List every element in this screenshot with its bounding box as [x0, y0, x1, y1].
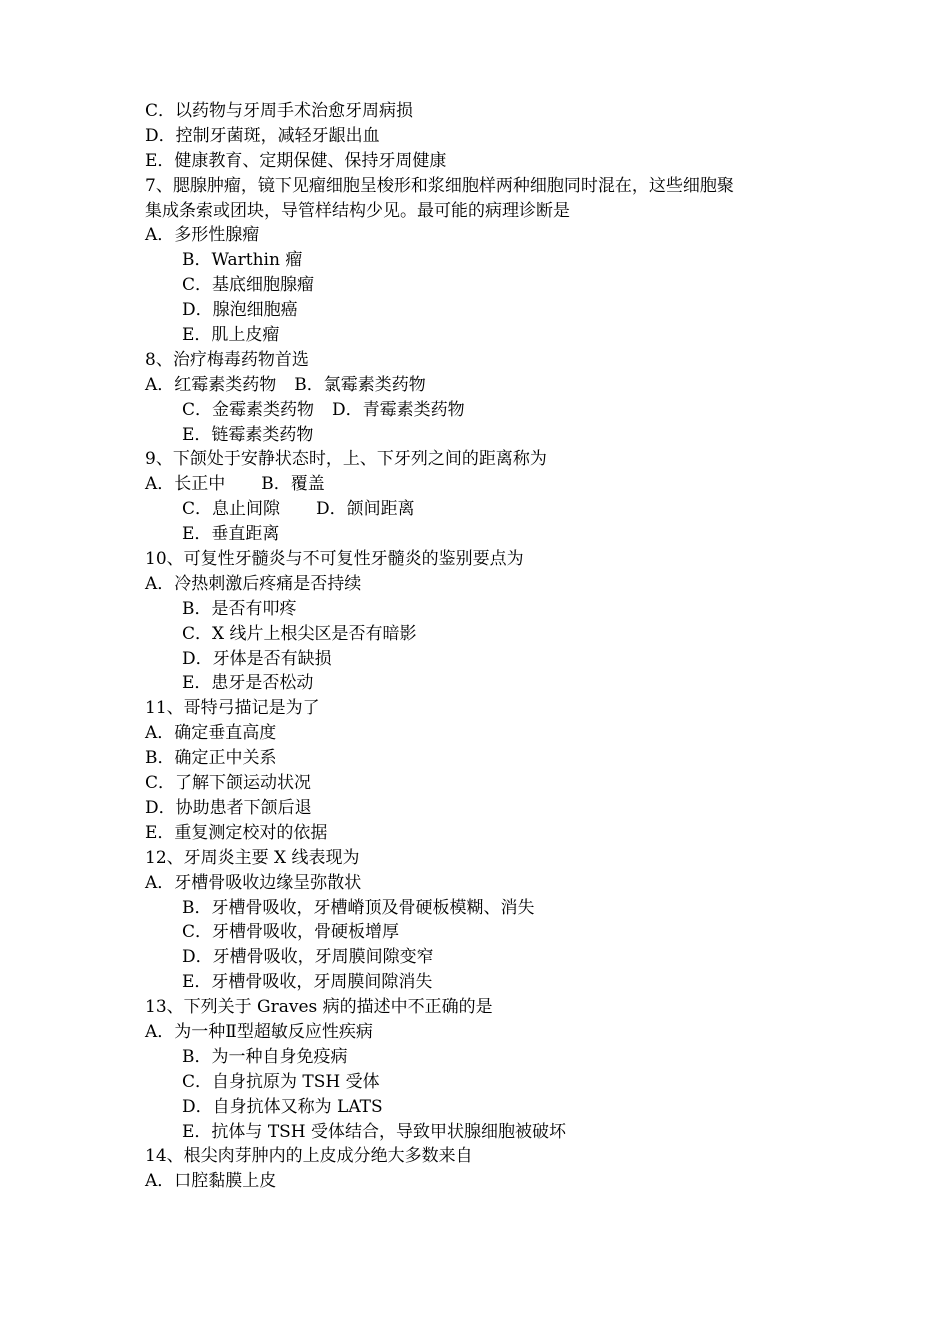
text-line: [145, 721, 815, 746]
line-text: E．肌上皮瘤: [182, 325, 280, 346]
line-text-secondary: B．氯霉素类药物: [294, 374, 426, 395]
line-text: B．Warthin 瘤: [182, 250, 303, 271]
line-text: E．牙槽骨吸收，牙周膜间隙消失: [182, 972, 433, 993]
line-text-secondary: D．青霉素类药物: [332, 399, 465, 420]
text-line: [145, 522, 815, 547]
text-line: [145, 1120, 815, 1145]
line-text: C．自身抗原为 TSH 受体: [182, 1071, 380, 1092]
text-line: [145, 447, 815, 472]
line-text: A．冷热刺激后疼痛是否持续: [145, 573, 362, 594]
line-text: C．了解下颌运动状况: [145, 773, 312, 794]
line-text: D．腺泡细胞癌: [182, 300, 298, 321]
text-line: [145, 348, 815, 373]
line-text: 8、治疗梅毒药物首选: [145, 349, 309, 370]
text-line: [145, 149, 815, 174]
text-line: [145, 696, 815, 721]
text-line: [145, 1070, 815, 1095]
line-text: E．健康教育、定期保健、保持牙周健康: [145, 150, 447, 171]
line-text: 9、下颌处于安静状态时，上、下牙列之间的距离称为: [145, 449, 547, 470]
line-text-secondary: D．颌间距离: [316, 499, 415, 520]
line-text: C．金霉素类药物: [182, 399, 315, 420]
line-text: A．为一种Ⅱ型超敏反应性疾病: [145, 1021, 373, 1042]
text-line: [145, 1169, 815, 1194]
text-line: [145, 647, 815, 672]
line-text: A．牙槽骨吸收边缘呈弥散状: [145, 872, 362, 893]
text-line: [145, 995, 815, 1020]
line-text: 12、牙周炎主要 X 线表现为: [145, 847, 360, 868]
line-text: A．红霉素类药物: [145, 374, 277, 395]
line-text: C．X 线片上根尖区是否有暗影: [182, 623, 417, 644]
text-line: [145, 671, 815, 696]
line-text: A．长正中: [145, 474, 226, 495]
text-line: [145, 472, 815, 497]
text-line: [145, 547, 815, 572]
text-line: [145, 796, 815, 821]
line-text: 10、可复性牙髓炎与不可复性牙髓炎的鉴别要点为: [145, 549, 524, 570]
text-line: [145, 423, 815, 448]
text-line: [145, 199, 815, 224]
line-text: C．牙槽骨吸收，骨硬板增厚: [182, 922, 400, 943]
line-text: E．链霉素类药物: [182, 424, 314, 445]
text-line: [145, 771, 815, 796]
text-line: [145, 622, 815, 647]
line-text: E．重复测定校对的依据: [145, 822, 328, 843]
line-text: D．控制牙菌斑，减轻牙龈出血: [145, 125, 380, 146]
question-list: [145, 99, 815, 1194]
text-line: [145, 248, 815, 273]
text-line: [145, 846, 815, 871]
text-line: [145, 970, 815, 995]
text-line: [145, 945, 815, 970]
line-text-secondary: B．覆盖: [261, 474, 325, 495]
line-text: B．为一种自身免疫病: [182, 1046, 348, 1067]
text-line: [145, 497, 815, 522]
text-line: [145, 298, 815, 323]
line-text: C．息止间隙: [182, 499, 281, 520]
text-line: [145, 821, 815, 846]
text-line: [145, 896, 815, 921]
line-text: D．牙体是否有缺损: [182, 648, 332, 669]
line-text: 14、根尖肉芽肿内的上皮成分绝大多数来自: [145, 1146, 473, 1167]
text-line: [145, 920, 815, 945]
line-text: C．基底细胞腺瘤: [182, 275, 315, 296]
text-line: [145, 273, 815, 298]
text-line: [145, 572, 815, 597]
text-line: [145, 124, 815, 149]
line-text: E．垂直距离: [182, 524, 280, 545]
line-text: D．牙槽骨吸收，牙周膜间隙变窄: [182, 947, 434, 968]
text-line: [145, 1020, 815, 1045]
line-text: 13、下列关于 Graves 病的描述中不正确的是: [145, 997, 493, 1018]
text-line: [145, 174, 815, 199]
line-text: B．牙槽骨吸收，牙槽嵴顶及骨硬板模糊、消失: [182, 897, 535, 918]
text-line: [145, 323, 815, 348]
text-line: [145, 1144, 815, 1169]
text-line: [145, 746, 815, 771]
line-text: A．口腔黏膜上皮: [145, 1171, 277, 1192]
text-line: [145, 223, 815, 248]
line-text: B．是否有叩疼: [182, 598, 297, 619]
text-line: [145, 398, 815, 423]
line-text: 集成条索或团块，导管样结构少见。最可能的病理诊断是: [145, 200, 570, 221]
line-text: E．患牙是否松动: [182, 673, 314, 694]
text-line: [145, 1045, 815, 1070]
line-text: C．以药物与牙周手术治愈牙周病损: [145, 101, 414, 121]
line-text: 11、哥特弓描记是为了: [145, 698, 320, 719]
line-text: A．多形性腺瘤: [145, 225, 260, 246]
line-text: A．确定垂直高度: [145, 723, 277, 744]
text-line: [145, 871, 815, 896]
line-text: D．自身抗体又称为 LATS: [182, 1096, 383, 1117]
line-text: D．协助患者下颌后退: [145, 797, 312, 818]
line-text: 7、腮腺肿瘤，镜下见瘤细胞呈梭形和浆细胞样两种细胞同时混在，这些细胞聚: [145, 175, 734, 196]
line-text: B．确定正中关系: [145, 748, 277, 769]
text-line: [145, 373, 815, 398]
text-line: [145, 99, 815, 124]
text-line: [145, 597, 815, 622]
text-line: [145, 1095, 815, 1120]
line-text: E．抗体与 TSH 受体结合，导致甲状腺细胞被破坏: [182, 1121, 567, 1142]
